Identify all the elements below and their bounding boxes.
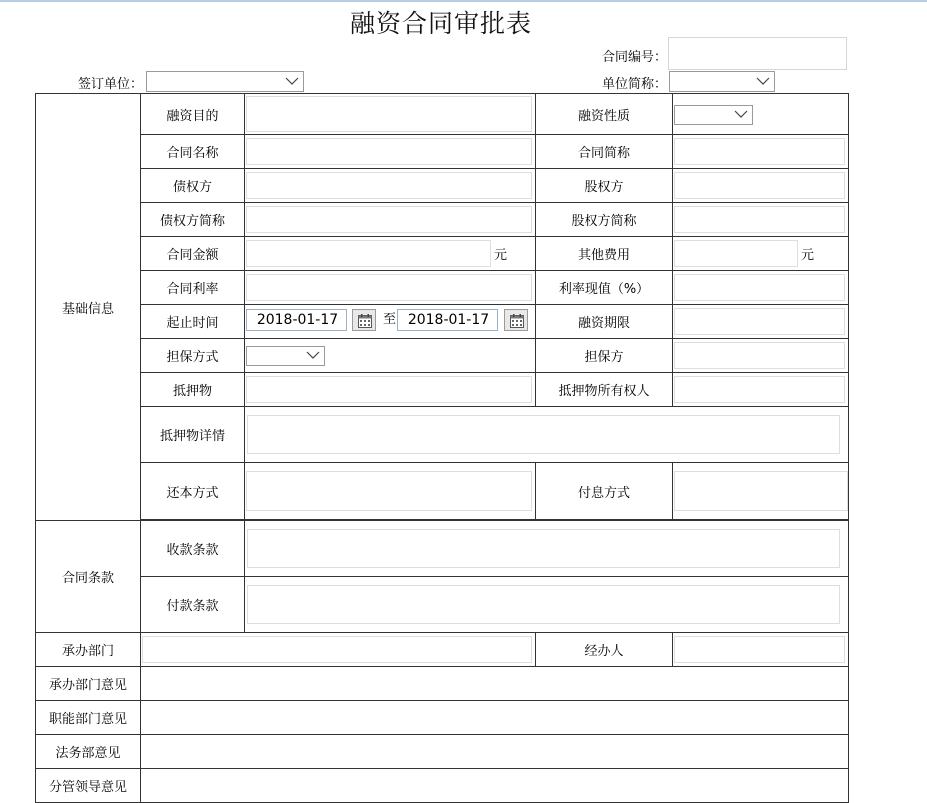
nature-label: 融资性质: [536, 94, 673, 135]
equity-short-cell: [673, 203, 849, 237]
contract-short-cell: [673, 135, 849, 169]
purpose-cell: [245, 94, 536, 135]
legal-opinion-label: 法务部意见: [36, 735, 141, 769]
contract-name-label: 合同名称: [141, 135, 245, 169]
pay-interest-textarea[interactable]: [674, 471, 848, 511]
rate-cell: [245, 271, 536, 305]
equity-short-label: 股权方简称: [536, 203, 673, 237]
term-label: 融资期限: [536, 305, 673, 339]
amount-cell: [245, 237, 536, 271]
leader-opinion-input[interactable]: [141, 769, 849, 803]
equity-label: 股权方: [536, 169, 673, 203]
handler-cell: [673, 633, 849, 667]
collateral-owner-label: 抵押物所有权人: [536, 373, 673, 407]
func-opinion-label: 职能部门意见: [36, 701, 141, 735]
unit-abbr-select[interactable]: [669, 71, 775, 92]
sign-unit-select[interactable]: [146, 71, 304, 92]
payment-terms-label: 付款条款: [141, 577, 245, 633]
term-input[interactable]: [674, 308, 845, 335]
equity-input[interactable]: [674, 172, 845, 199]
payment-terms-cell: [245, 577, 849, 633]
pay-interest-label: 付息方式: [536, 463, 673, 520]
pay-interest-cell: [673, 463, 849, 520]
nature-select[interactable]: [674, 105, 753, 125]
other-fee-unit: 元: [800, 248, 814, 263]
collateral-owner-input[interactable]: [674, 376, 845, 403]
collateral-detail-label: 抵押物详情: [141, 407, 245, 463]
dept-opinion-label: 承办部门意见: [36, 667, 141, 701]
creditor-cell: [245, 169, 536, 203]
leader-opinion-label: 分管领导意见: [36, 769, 141, 803]
collateral-owner-cell: [673, 373, 849, 407]
calendar-icon: [358, 314, 372, 328]
chevron-down-icon: [734, 109, 748, 119]
guarantor-cell: [673, 339, 849, 373]
collateral-detail-cell: [245, 407, 849, 463]
period-cell: [245, 305, 536, 339]
start-date-picker-button[interactable]: [352, 309, 376, 331]
guarantee-mode-cell: [245, 339, 536, 373]
dept-input[interactable]: [142, 636, 532, 663]
chevron-down-icon: [756, 76, 770, 86]
rate-label: 合同利率: [141, 271, 245, 305]
legal-opinion-input[interactable]: [141, 735, 849, 769]
repay-principal-label: 还本方式: [141, 463, 245, 520]
start-date-input[interactable]: 2018-01-17: [246, 309, 347, 331]
collateral-label: 抵押物: [141, 373, 245, 407]
rate-input[interactable]: [246, 274, 532, 301]
creditor-input[interactable]: [246, 172, 532, 199]
amount-label: 合同金额: [141, 237, 245, 271]
contract-short-input[interactable]: [674, 138, 845, 165]
dept-opinion-input[interactable]: [141, 667, 849, 701]
amount-unit: 元: [493, 248, 507, 263]
section-basic-info: 基础信息: [36, 94, 141, 521]
calendar-icon: [510, 314, 524, 328]
handler-label: 经办人: [536, 633, 673, 667]
collateral-cell: [245, 373, 536, 407]
other-fee-label: 其他费用: [536, 237, 673, 271]
func-opinion-input[interactable]: [141, 701, 849, 735]
receipt-terms-cell: [245, 521, 849, 577]
collateral-detail-textarea[interactable]: [247, 415, 840, 454]
contract-name-cell: [245, 135, 536, 169]
rate-pv-cell: [673, 271, 849, 305]
equity-short-input[interactable]: [674, 206, 845, 233]
equity-cell: [673, 169, 849, 203]
payment-terms-textarea[interactable]: [247, 585, 840, 624]
contract-no-input[interactable]: [668, 37, 847, 70]
page-title: 融资合同审批表: [349, 9, 532, 38]
rate-pv-input[interactable]: [674, 274, 845, 301]
term-cell: [673, 305, 849, 339]
guarantee-mode-select[interactable]: [246, 346, 325, 366]
amount-input[interactable]: [246, 240, 491, 267]
guarantor-input[interactable]: [674, 342, 845, 369]
chevron-down-icon: [285, 76, 299, 86]
dept-label: 承办部门: [36, 633, 141, 667]
rate-pv-label: 利率现值（%）: [536, 271, 673, 305]
contract-short-label: 合同简称: [536, 135, 673, 169]
section-contract-terms: 合同条款: [36, 521, 141, 633]
nature-cell: [673, 94, 849, 135]
contract-no-label: 合同编号：: [602, 50, 668, 65]
receipt-terms-label: 收款条款: [141, 521, 245, 577]
creditor-short-input[interactable]: [246, 206, 532, 233]
other-fee-cell: [673, 237, 849, 271]
period-label: 起止时间: [141, 305, 245, 339]
approval-form-table: [35, 93, 849, 803]
purpose-input[interactable]: [246, 96, 532, 132]
date-range-separator: 至: [383, 312, 397, 327]
guarantor-label: 担保方: [536, 339, 673, 373]
creditor-label: 债权方: [141, 169, 245, 203]
dept-cell: [141, 633, 536, 667]
repay-principal-textarea[interactable]: [246, 471, 532, 511]
guarantee-mode-label: 担保方式: [141, 339, 245, 373]
contract-name-input[interactable]: [246, 138, 532, 165]
repay-principal-cell: [245, 463, 536, 520]
chevron-down-icon: [306, 350, 320, 360]
collateral-input[interactable]: [246, 376, 532, 403]
handler-input[interactable]: [674, 636, 845, 663]
end-date-input[interactable]: 2018-01-17: [397, 309, 498, 331]
other-fee-input[interactable]: [674, 240, 798, 267]
sign-unit-label: 签订单位：: [78, 77, 144, 92]
purpose-label: 融资目的: [141, 94, 245, 135]
end-date-picker-button[interactable]: [504, 309, 528, 331]
creditor-short-label: 债权方简称: [141, 203, 245, 237]
unit-abbr-label: 单位简称：: [602, 77, 668, 92]
receipt-terms-textarea[interactable]: [247, 529, 840, 568]
top-accent-line: [0, 0, 927, 2]
creditor-short-cell: [245, 203, 536, 237]
